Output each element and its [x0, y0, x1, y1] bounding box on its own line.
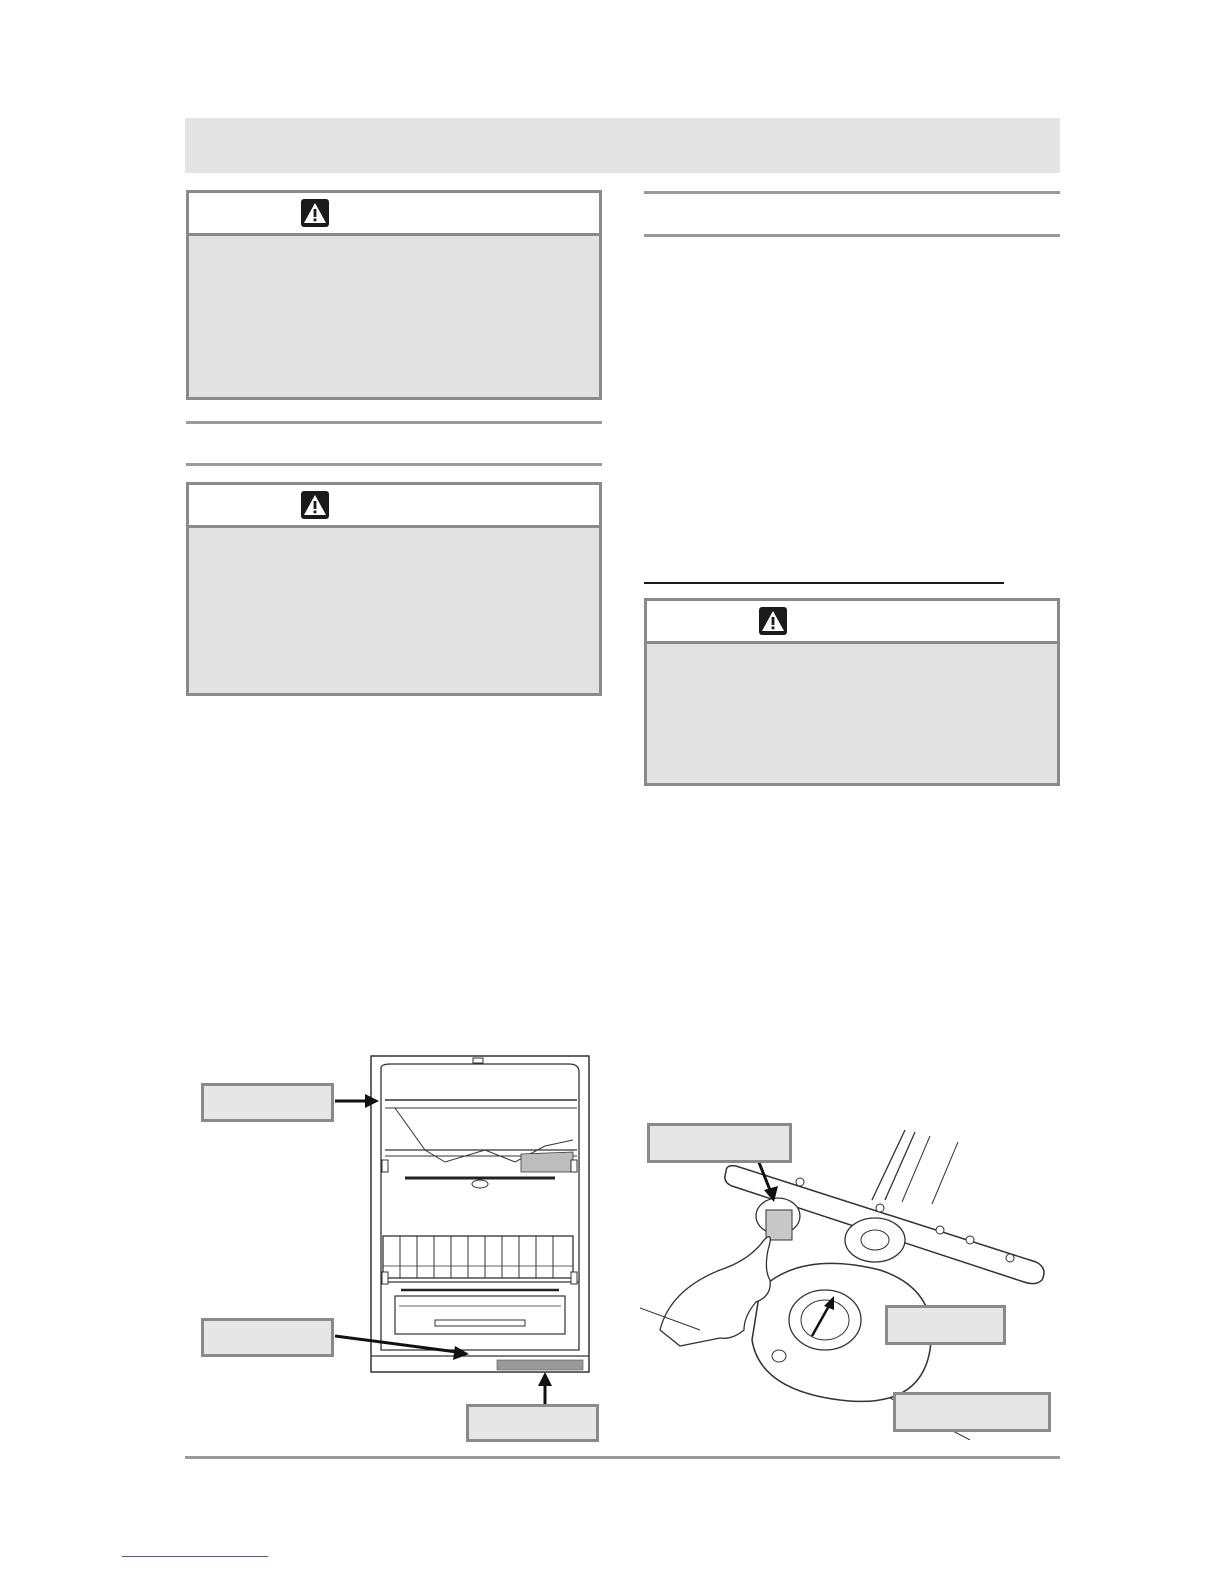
warning-triangle-icon [759, 607, 787, 635]
warning-box-2 [186, 482, 602, 696]
footer-rule [185, 1456, 1060, 1459]
warning-triangle-icon [301, 199, 329, 227]
warning-triangle-icon [301, 491, 329, 519]
section-rule-top [644, 191, 1060, 194]
section-rule-bottom [644, 234, 1060, 237]
callout-lower-rack [201, 1318, 334, 1357]
warning-box-header [189, 485, 599, 528]
callout-upper-rack [201, 1083, 334, 1122]
section-rule-bottom [186, 463, 602, 466]
section-rule-top [186, 421, 602, 424]
warning-box-3 [644, 598, 1060, 786]
callout-sump [893, 1392, 1051, 1432]
page-link-underline[interactable] [122, 1556, 268, 1557]
subheading-underline [644, 582, 1004, 584]
callout-filter [647, 1123, 792, 1163]
callout-filter-housing [885, 1305, 1006, 1345]
section-header-bar [185, 118, 1060, 173]
warning-box-header [647, 601, 1057, 644]
callout-serial-plate [466, 1404, 599, 1442]
warning-box-header [189, 193, 599, 236]
warning-box-1 [186, 190, 602, 400]
